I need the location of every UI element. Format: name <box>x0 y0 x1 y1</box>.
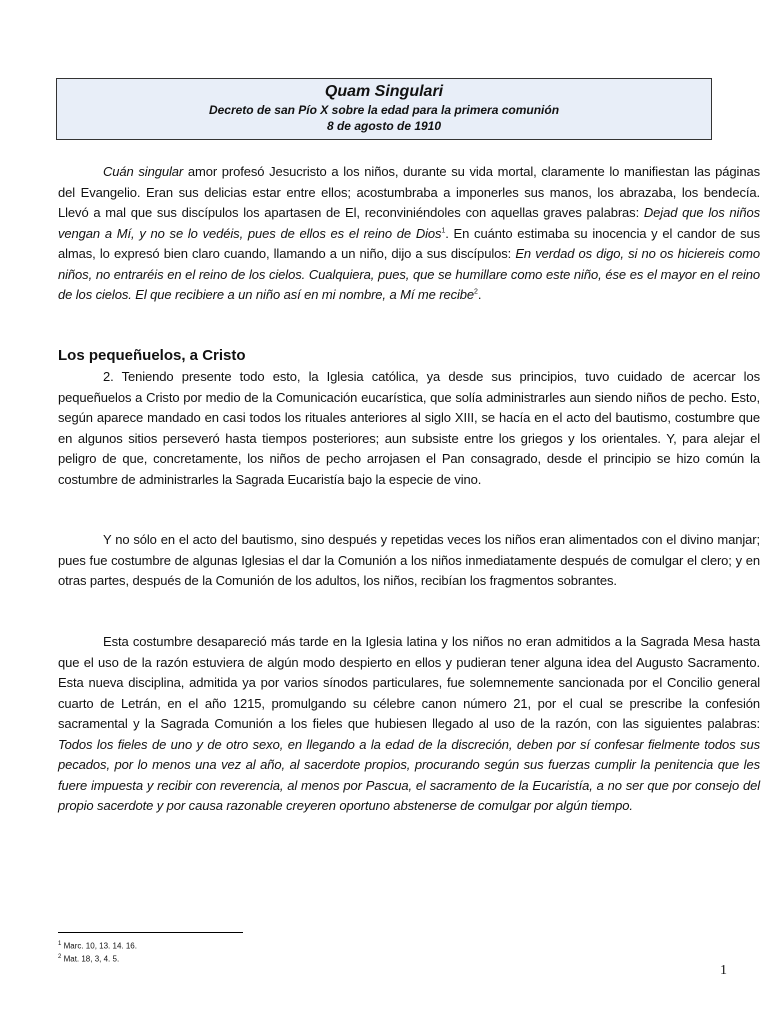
footnote-separator <box>58 932 243 933</box>
paragraph-1-text-2: . En cuánto estimaba su inocencia y el candor de sus almas, lo expresó bien claro cuando, llamando a un niño, dijo a sus discípulos: <box>58 225 760 261</box>
paragraph-1 <box>58 162 760 306</box>
footnote-mark: 1 <box>58 941 62 947</box>
paragraph-3-text: Y no sólo en el acto del bautismo, sino después y repetidas veces los niños eran alimentados con el divino manjar; pues fue costumbre de algunas Iglesias el dar la Comunión a los niños inmediatamente después de comulgar el clero; y en otras partes, después de la Comunión de los adultos, los niños, recibían los fragmentos sobrantes. <box>58 532 760 588</box>
footnote-text: Mat. 18, 3, 4. 5. <box>63 954 120 964</box>
paragraph-1-text: amor profesó Jesucristo a los niños, durante su vida mortal, claramente lo manifiestan las páginas del Evangelio. Eran sus delicias estar entre ellos; acostumbraba a imponerles sus manos, los abrazaba, los bendecía. Llevó a mal que sus discípulos los apartasen de El, reconviniéndoles con aquellas graves palabras: <box>58 164 760 220</box>
paragraph-2-text: 2. Teniendo presente todo esto, la Iglesia católica, ya desde sus principios, tuvo cuidado de acercar los pequeñuelos a Cristo por medio de la Comunicación eucarística, que solía administrarles aun siendo niños de pecho. Esto, según aparece mandado en casi todos los rituales anteriores al siglo XIII, se hacía en el acto del bautismo, costumbre que en algunos sitios perseveró hasta tiempos posteriores; aun subsiste entre los griegos y los orientales. Y, para alejar el peligro de que, concretamente, los niños de pecho arrojasen el Pan consagrado, desde el principio se hizo común la costumbre de administrarles la Sagrada Eucaristía bajo la especie de vino. <box>58 369 760 487</box>
footnote-mark: 2 <box>58 953 62 960</box>
paragraph-3 <box>58 530 760 592</box>
footnotes <box>58 939 137 964</box>
document-date: 8 de agosto de 1910 <box>326 119 442 133</box>
opening-italic: Cuán singular <box>103 164 184 179</box>
quote-2: En verdad os digo, si no os hiciereis como niños, no entraréis en el reino de los cielos. Cualquiera, pues, que se humillare como este niño, ése es el mayor en el reino de los cielos. El que recibiere a un niño así en mi nombre, a Mí me recibe <box>58 246 760 302</box>
document-title: Quam Singulari <box>324 83 444 100</box>
paragraph-1-end: . <box>477 287 482 302</box>
paragraph-2 <box>58 367 760 490</box>
title-box <box>56 78 712 140</box>
footnote-text: Marc. 10, 13. 14. 16. <box>63 941 137 951</box>
footnote-ref-2[interactable]: 2 <box>474 288 478 296</box>
paragraph-4-text: Esta costumbre desapareció más tarde en la Iglesia latina y los niños no eran admitidos a la Sagrada Mesa hasta que el uso de la razón estuviera de algún modo despierto en ellos y pudieran tener alguna idea del Augusto Sacramento. Esta nueva disciplina, admitida ya por varios sínodos particulares, fue solemnemente sancionada por el Concilio general cuarto de Letrán, en el año 1215, promulgando su célebre canon número 21, por el cual se prescribe la confesión sacramental y la Sagrada Comunión a los fieles que hubiesen llegado al uso de la razón, con las siguientes palabras: <box>58 634 760 731</box>
quote-3: Todos los fieles de uno y de otro sexo, en llegando a la edad de la discreción, deben por sí confesar fielmente todos sus pecados, por lo menos una vez al año, al sacerdote propios, procurando según sus fuerzas cumplir la penitencia que les fuere impuesta y recibir con reverencia, al menos por Pascua, el sacramento de la Eucaristía, a no ser que por consejo del propio sacerdote y por causa razonable creyeren oportuno abstenerse de comulgar por algún tiempo. <box>58 736 760 813</box>
footnote-ref-1[interactable]: 1 <box>441 227 446 235</box>
section-heading: Los pequeñuelos, a Cristo <box>58 347 246 364</box>
quote-1: Dejad que los niños vengan a Mí, y no se lo vedéis, pues de ellos es el reino de Dios <box>58 205 760 241</box>
document-subtitle: Decreto de san Pío X sobre la edad para la primera comunión <box>208 103 560 117</box>
footnote-2 <box>58 952 137 965</box>
footnote-1 <box>58 939 137 952</box>
page-number: 1 <box>720 963 727 978</box>
paragraph-4 <box>58 632 760 817</box>
